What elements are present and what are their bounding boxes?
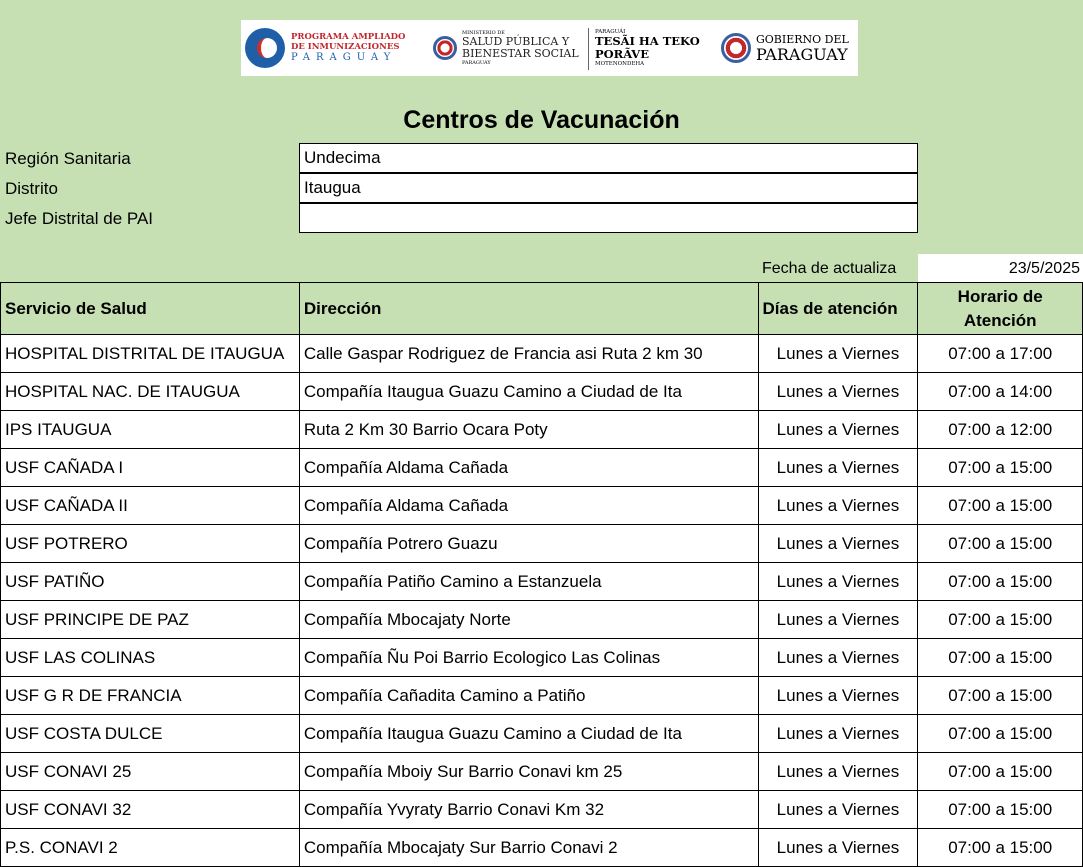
- gob-line1: GOBIERNO DEL: [756, 33, 849, 46]
- cell-horario[interactable]: 07:00 a 15:00: [918, 753, 1083, 791]
- region-label: Región Sanitaria: [5, 149, 131, 168]
- cell-dias[interactable]: Lunes a Viernes: [758, 373, 918, 411]
- table-row[interactable]: [1, 829, 1083, 867]
- page-title: Centros de Vacunación: [403, 106, 680, 134]
- table-row[interactable]: [1, 373, 1083, 411]
- centros-table: [0, 282, 1083, 867]
- table-row[interactable]: [1, 487, 1083, 525]
- header-dias: Días de atención: [758, 283, 918, 335]
- cell-servicio[interactable]: USF POTRERO: [1, 525, 300, 563]
- cell-servicio[interactable]: USF COSTA DULCE: [1, 715, 300, 753]
- cell-direccion[interactable]: Compañía Itaugua Guazu Camino a Ciudad de Ita: [299, 715, 758, 753]
- cell-horario[interactable]: 07:00 a 14:00: [918, 373, 1083, 411]
- cell-dias[interactable]: Lunes a Viernes: [758, 639, 918, 677]
- region-field[interactable]: Undecima: [299, 143, 918, 173]
- tesai-line2: PORÃVE: [595, 47, 649, 61]
- table-row[interactable]: [1, 411, 1083, 449]
- cell-direccion[interactable]: Calle Gaspar Rodriguez de Francia asi Ruta 2 km 30: [299, 335, 758, 373]
- cell-servicio[interactable]: USF CONAVI 25: [1, 753, 300, 791]
- cell-servicio[interactable]: HOSPITAL NAC. DE ITAUGUA: [1, 373, 300, 411]
- msp-line1: SALUD PÚBLICA Y: [462, 35, 570, 48]
- cell-horario[interactable]: 07:00 a 15:00: [918, 563, 1083, 601]
- header-horario-line1: Horario de: [957, 286, 1043, 306]
- cell-direccion[interactable]: Compañía Aldama Cañada: [299, 449, 758, 487]
- cell-dias[interactable]: Lunes a Viernes: [758, 411, 918, 449]
- logo-banner: [241, 20, 858, 76]
- msp-line2: BIENESTAR SOCIAL: [462, 47, 579, 60]
- table-header-row: [1, 283, 1083, 335]
- tesai-small-line2: MOTENONDEHA: [595, 61, 645, 67]
- cell-dias[interactable]: Lunes a Viernes: [758, 525, 918, 563]
- gobierno-logo: [721, 24, 849, 72]
- table-row[interactable]: [1, 563, 1083, 601]
- cell-dias[interactable]: Lunes a Viernes: [758, 715, 918, 753]
- msp-small-line2: PARAGUAY: [462, 60, 491, 66]
- cell-horario[interactable]: 07:00 a 17:00: [918, 335, 1083, 373]
- pai-logo-line1: PROGRAMA AMPLIADO: [291, 32, 406, 42]
- cell-dias[interactable]: Lunes a Viernes: [758, 753, 918, 791]
- jefe-field[interactable]: [299, 203, 918, 233]
- cell-horario[interactable]: 07:00 a 15:00: [918, 487, 1083, 525]
- cell-horario[interactable]: 07:00 a 15:00: [918, 639, 1083, 677]
- pai-logo-line2: DE INMUNIZACIONES: [291, 42, 400, 52]
- cell-direccion[interactable]: Compañía Yvyraty Barrio Conavi Km 32: [299, 791, 758, 829]
- cell-dias[interactable]: Lunes a Viernes: [758, 563, 918, 601]
- table-row[interactable]: [1, 753, 1083, 791]
- tesai-small-line: PARAGUÁI: [595, 29, 626, 35]
- gob-line2: PARAGUAY: [756, 45, 848, 64]
- table-row[interactable]: [1, 639, 1083, 677]
- cell-dias[interactable]: Lunes a Viernes: [758, 791, 918, 829]
- pai-logo: [245, 24, 405, 72]
- cell-dias[interactable]: Lunes a Viernes: [758, 449, 918, 487]
- cell-horario[interactable]: 07:00 a 15:00: [918, 449, 1083, 487]
- pai-emblem-icon: [245, 28, 285, 68]
- cell-servicio[interactable]: USF PRINCIPE DE PAZ: [1, 601, 300, 639]
- jefe-label: Jefe Distrital de PAI: [5, 209, 154, 228]
- cell-servicio[interactable]: HOSPITAL DISTRITAL DE ITAUGUA: [1, 335, 300, 373]
- cell-horario[interactable]: 07:00 a 15:00: [918, 677, 1083, 715]
- fecha-value[interactable]: 23/5/2025: [918, 254, 1083, 283]
- header-direccion: Dirección: [299, 283, 758, 335]
- pai-logo-line3: PARAGUAY: [291, 52, 397, 63]
- cell-direccion[interactable]: Compañía Mbocajaty Sur Barrio Conavi 2: [299, 829, 758, 867]
- table-row[interactable]: [1, 715, 1083, 753]
- cell-dias[interactable]: Lunes a Viernes: [758, 487, 918, 525]
- cell-dias[interactable]: Lunes a Viernes: [758, 601, 918, 639]
- cell-direccion[interactable]: Compañía Potrero Guazu: [299, 525, 758, 563]
- cell-horario[interactable]: 07:00 a 12:00: [918, 411, 1083, 449]
- logo-divider: [588, 28, 589, 70]
- cell-servicio[interactable]: USF CAÑADA I: [1, 449, 300, 487]
- header-horario: [918, 283, 1083, 335]
- cell-direccion[interactable]: Compañía Aldama Cañada: [299, 487, 758, 525]
- cell-servicio[interactable]: USF G R DE FRANCIA: [1, 677, 300, 715]
- cell-servicio[interactable]: USF CAÑADA II: [1, 487, 300, 525]
- cell-dias[interactable]: Lunes a Viernes: [758, 677, 918, 715]
- header-horario-line2: Atención: [963, 310, 1037, 330]
- table-row[interactable]: [1, 525, 1083, 563]
- table-row[interactable]: [1, 791, 1083, 829]
- cell-servicio[interactable]: USF LAS COLINAS: [1, 639, 300, 677]
- cell-horario[interactable]: 07:00 a 15:00: [918, 715, 1083, 753]
- table-row[interactable]: [1, 677, 1083, 715]
- cell-direccion[interactable]: Compañía Ñu Poi Barrio Ecologico Las Colinas: [299, 639, 758, 677]
- cell-horario[interactable]: 07:00 a 15:00: [918, 525, 1083, 563]
- distrito-label: Distrito: [5, 179, 58, 198]
- table-row[interactable]: [1, 449, 1083, 487]
- ministerio-seal-icon: [433, 36, 457, 60]
- gobierno-seal-icon: [721, 33, 751, 63]
- cell-direccion[interactable]: Ruta 2 Km 30 Barrio Ocara Poty: [299, 411, 758, 449]
- cell-dias[interactable]: Lunes a Viernes: [758, 335, 918, 373]
- distrito-field[interactable]: Itaugua: [299, 173, 918, 203]
- cell-servicio[interactable]: USF PATIÑO: [1, 563, 300, 601]
- table-row[interactable]: [1, 335, 1083, 373]
- tesai-logo: [595, 24, 700, 72]
- cell-horario[interactable]: 07:00 a 15:00: [918, 601, 1083, 639]
- table-row[interactable]: [1, 601, 1083, 639]
- tesai-line1: TESÃI HA TEKO: [595, 34, 700, 48]
- cell-dias[interactable]: Lunes a Viernes: [758, 829, 918, 867]
- cell-direccion[interactable]: Compañía Mbocajaty Norte: [299, 601, 758, 639]
- cell-servicio[interactable]: P.S. CONAVI 2: [1, 829, 300, 867]
- cell-direccion[interactable]: Compañía Patiño Camino a Estanzuela: [299, 563, 758, 601]
- fecha-label: Fecha de actualiza: [762, 260, 897, 277]
- cell-direccion[interactable]: Compañía Itaugua Guazu Camino a Ciudad de Ita: [299, 373, 758, 411]
- cell-horario[interactable]: 07:00 a 15:00: [918, 829, 1083, 867]
- cell-horario[interactable]: 07:00 a 15:00: [918, 791, 1083, 829]
- cell-servicio[interactable]: IPS ITAUGUA: [1, 411, 300, 449]
- msp-small-line: MINISTERIO DE: [462, 30, 505, 36]
- cell-direccion[interactable]: Compañía Cañadita Camino a Patiño: [299, 677, 758, 715]
- cell-servicio[interactable]: USF CONAVI 32: [1, 791, 300, 829]
- ministerio-logo: [433, 24, 579, 72]
- header-servicio: Servicio de Salud: [1, 283, 300, 335]
- cell-direccion[interactable]: Compañía Mboiy Sur Barrio Conavi km 25: [299, 753, 758, 791]
